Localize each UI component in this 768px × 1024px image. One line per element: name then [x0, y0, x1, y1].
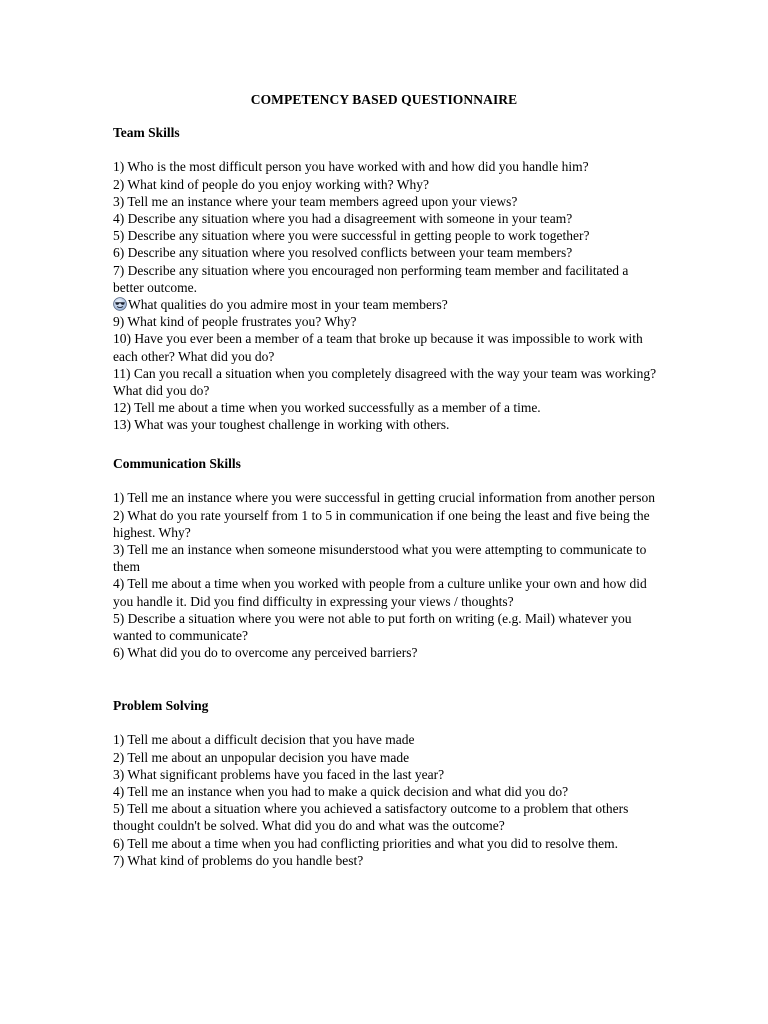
question-item: 2) Tell me about an unpopular decision you have made: [113, 749, 410, 765]
question-item: 13) What was your toughest challenge in working with others.: [113, 417, 450, 433]
question-item-with-emoji: [113, 296, 658, 313]
question-text: What qualities do you admire most in your team members?: [128, 297, 448, 313]
question-item: 3) Tell me an instance when someone misunderstood what you were attempting to communicate to them: [113, 542, 647, 575]
question-list: [113, 489, 658, 661]
question-item: 4) Tell me an instance when you had to make a quick decision and what did you do?: [113, 784, 569, 799]
question-item: 6) What did you do to overcome any perceived barriers?: [113, 645, 418, 661]
question-item: 1) Tell me an instance where you were successful in getting crucial information from another person: [113, 490, 655, 506]
question-item: 5) Describe a situation where you were not able to put forth on writing (e.g. Mail) whatever you wanted to communicate?: [113, 610, 632, 644]
question-item: 4) Tell me about a time when you worked with people from a culture unlike your own and how did you handle it. Did you find difficulty in expressing your views / thoughts?: [113, 576, 647, 609]
question-item: 9) What kind of people frustrates you? Why?: [113, 314, 357, 330]
question-item: 3) Tell me an instance where your team members agreed upon your views?: [113, 193, 518, 209]
question-item: 5) Tell me about a situation where you achieved a satisfactory outcome to a problem that others thought couldn't be solved. What did you do and what was the outcome?: [113, 801, 629, 834]
question-item: 12) Tell me about a time when you worked successfully as a member of a time.: [113, 400, 541, 416]
question-item: 7) What kind of problems do you handle best?: [113, 852, 364, 868]
question-list: [113, 731, 658, 869]
question-item: 2) What do you rate yourself from 1 to 5 in communication if one being the least and five being the highest. Why?: [113, 507, 650, 540]
question-item: 1) Who is the most difficult person you have worked with and how did you handle him?: [113, 159, 589, 175]
question-item: 1) Tell me about a difficult decision that you have made: [113, 732, 415, 748]
question-item: 5) Describe any situation where you were successful in getting people to work together?: [113, 228, 590, 244]
section-problem-solving: [113, 697, 658, 869]
question-list: [113, 158, 658, 433]
question-item: 7) Describe any situation where you encouraged non performing team member and facilitated a better outcome.: [113, 262, 629, 295]
section-team-skills: [113, 124, 658, 434]
section-communication-skills: [113, 455, 658, 661]
section-heading: Communication Skills: [113, 456, 241, 471]
question-item: 6) Tell me about a time when you had conflicting priorities and what you did to resolve them.: [113, 835, 618, 851]
question-item: 11) Can you recall a situation when you completely disagreed with the way your team was working? What did you do?: [113, 365, 657, 399]
section-heading: Team Skills: [113, 125, 180, 140]
question-item: 3) What significant problems have you faced in the last year?: [113, 766, 445, 782]
section-heading: Problem Solving: [113, 698, 209, 713]
document-title: COMPETENCY BASED QUESTIONNAIRE: [250, 92, 518, 107]
question-item: 2) What kind of people do you enjoy working with? Why?: [113, 176, 429, 192]
sunglasses-face-icon: [113, 297, 127, 311]
question-item: 6) Describe any situation where you resolved conflicts between your team members?: [113, 245, 573, 261]
question-item: 10) Have you ever been a member of a team that broke up because it was impossible to work with each other? What did you do?: [113, 331, 643, 364]
question-item: 4) Describe any situation where you had a disagreement with someone in your team?: [113, 211, 573, 226]
